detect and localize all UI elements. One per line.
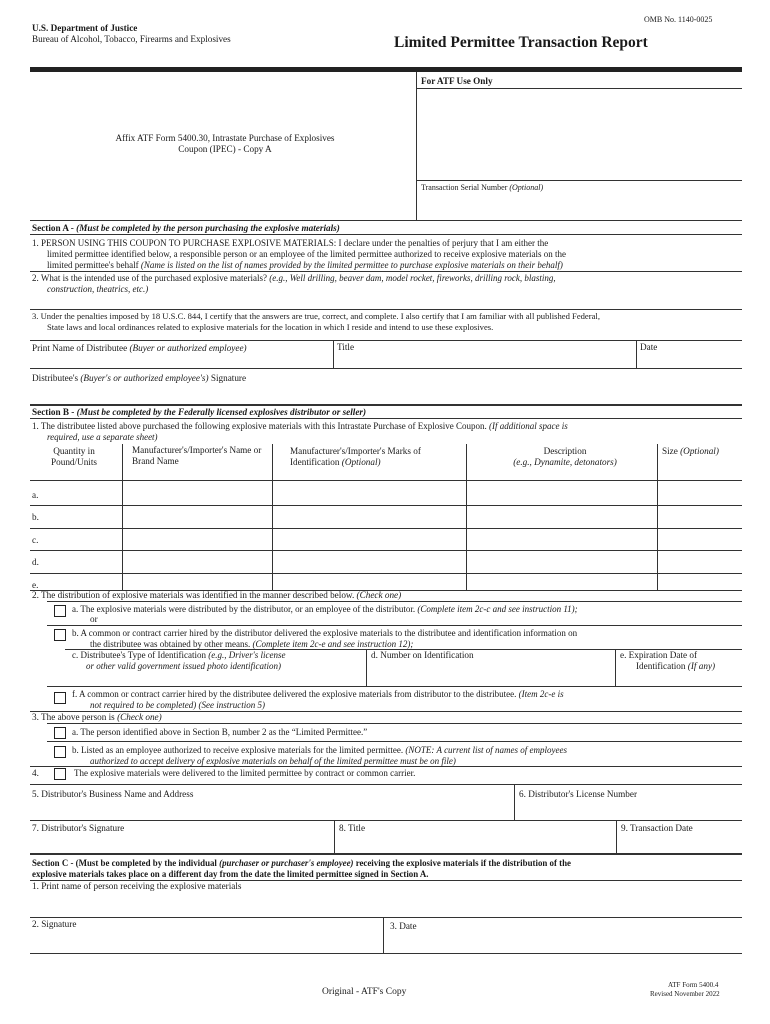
affix-coupon-note: Affix ATF Form 5400.30, Intrastate Purchase of Explosives Coupon (IPEC) - Copy A xyxy=(115,133,335,154)
a-q3-line1: 3. Under the penalties imposed by 18 U.S.C. 844, I certify that the answers are true, correct, and complete. I also certify that I am familiar with all published Federal, xyxy=(32,311,600,321)
serial-number-optional: (Optional) xyxy=(509,183,544,192)
distributor-signature-field[interactable]: 7. Distributor's Signature xyxy=(32,823,125,833)
license-number-field[interactable]: 6. Distributor's License Number xyxy=(519,789,638,799)
distributor-title-field[interactable]: 8. Title xyxy=(339,823,366,833)
header-rule xyxy=(30,67,742,72)
b-q3-label: 3. The above person is (Check one) xyxy=(32,712,162,722)
col-quantity: Quantity in Pound/Units xyxy=(51,446,97,467)
b-q1-line1: 1. The distributee listed above purchased the following explosive materials with this Intrastate Purchase of Explosive Coupon. (If additional space is xyxy=(32,421,568,431)
a-q2-line1: 2. What is the intended use of the purchased explosive materials? (e.g., Well drilling, beaver dam, model rocket, fireworks, drilling rock, blasting, xyxy=(32,273,556,283)
col-description: Description (e.g., Dynamite, detonators) xyxy=(513,446,617,467)
q2c-id-type-field[interactable]: c. Distributee's Type of Identification (e.g., Driver's license or other valid government issued photo identification) xyxy=(72,650,286,671)
q4-text: The explosive materials were delivered to the limited permittee by contract or common carrier. xyxy=(74,768,416,778)
form-title: Limited Permittee Transaction Report xyxy=(394,34,648,51)
q4-checkbox[interactable] xyxy=(54,768,66,780)
q2b-line1: b. A common or contract carrier hired by the distributor delivered the explosive materials to the distributee and identification information on xyxy=(72,628,578,638)
business-name-address-field[interactable]: 5. Distributor's Business Name and Address xyxy=(32,789,194,799)
intended-use-field[interactable] xyxy=(30,295,742,309)
q3b-checkbox[interactable] xyxy=(54,746,66,758)
section-b-heading: Section B - (Must be completed by the Federally licensed explosives distributor or seller) xyxy=(32,407,367,417)
a-q3-line2: State laws and local ordinances related to explosive materials for the location in which I reside and intend to use these explosives. xyxy=(47,322,494,332)
section-a-heading: Section A - (Must be completed by the person purchasing the explosive materials) xyxy=(32,223,340,233)
materials-table xyxy=(30,444,742,590)
omb-number: OMB No. 1140-0025 xyxy=(644,15,713,24)
q2-or: or xyxy=(90,614,98,624)
q2b-checkbox[interactable] xyxy=(54,629,66,641)
q2e-expiration-field[interactable]: e. Expiration Date of Identification (If any) xyxy=(620,650,716,671)
form-number: ATF Form 5400.4 xyxy=(668,981,719,989)
revision-date: Revised November 2022 xyxy=(650,990,720,998)
col-manufacturer-marks: Manufacturer's/Importer's Marks of Identification (Optional) xyxy=(290,446,421,467)
a-q1-line2: limited permittee identified below, a responsible person or an employee of the limited permittee authorized to receive explosive materials on the xyxy=(47,249,566,259)
serial-number-label: Transaction Serial Number xyxy=(421,183,508,192)
print-name-field[interactable]: Print Name of Distributee (Buyer or authorized employee) xyxy=(32,343,247,353)
atf-use-only-label: For ATF Use Only xyxy=(421,76,493,86)
bureau-name: Bureau of Alcohol, Tobacco, Firearms and Explosives xyxy=(32,34,231,44)
a-q1-line1: 1. PERSON USING THIS COUPON TO PURCHASE EXPLOSIVE MATERIALS: I declare under the penalties of perjury that I am either the xyxy=(32,238,549,248)
transaction-date-field[interactable]: 9. Transaction Date xyxy=(621,823,693,833)
receiver-signature-field[interactable]: 2. Signature xyxy=(32,919,77,929)
row-b-label: b. xyxy=(32,512,39,522)
b-q1-line2: required, use a separate sheet) xyxy=(47,432,158,442)
dept-name: U.S. Department of Justice xyxy=(32,23,138,33)
q2b-line2: the distributee was obtained by other means. (Complete item 2c-e and see instruction 12); xyxy=(90,639,414,649)
q3a-text: a. The person identified above in Section B, number 2 as the “Limited Permittee.” xyxy=(72,727,368,737)
q2a-checkbox[interactable] xyxy=(54,605,66,617)
receiver-name-field[interactable]: 1. Print name of person receiving the explosive materials xyxy=(32,881,242,891)
serial-number-field[interactable] xyxy=(421,183,543,193)
date-field[interactable]: Date xyxy=(640,342,658,352)
col-manufacturer-name: Manufacturer's/Importer's Name or Brand Name xyxy=(132,445,262,466)
q2d-id-number-field[interactable]: d. Number on Identification xyxy=(371,650,474,660)
q2f-line1: f. A common or contract carrier hired by the distributee delivered the explosive materials from distributor to the distributee. (Item 2c-e is xyxy=(72,689,564,699)
row-a-label: a. xyxy=(32,490,39,500)
row-d-label: d. xyxy=(32,557,39,567)
copy-designation: Original - ATF's Copy xyxy=(322,987,407,997)
q2f-line2: not required to be completed) (See instruction 5) xyxy=(90,700,266,710)
distributee-signature-field[interactable]: Distributee's (Buyer's or authorized employee's) Signature xyxy=(32,373,247,383)
b-q4-number: 4. xyxy=(32,768,39,778)
a-q1-line3: limited permittee's behalf (Name is listed on the list of names provided by the limited permittee to purchase explosive materials on their behalf) xyxy=(47,260,563,270)
receiver-date-field[interactable]: 3. Date xyxy=(390,921,417,931)
q2f-checkbox[interactable] xyxy=(54,692,66,704)
q3a-checkbox[interactable] xyxy=(54,727,66,739)
col-size: Size (Optional) xyxy=(662,446,719,456)
q3b-line2: authorized to accept delivery of explosive materials on behalf of the limited permittee must be on file) xyxy=(90,756,456,766)
q3b-line1: b. Listed as an employee authorized to receive explosive materials for the limited permittee. (NOTE: A current list of names of employees xyxy=(72,745,567,755)
title-field[interactable]: Title xyxy=(337,342,355,352)
b-q2-label: 2. The distribution of explosive materials was identified in the manner described below. (Check one) xyxy=(32,590,402,600)
section-c-heading-line2: explosive materials takes place on a different day from the date the limited permittee signed in Section A. xyxy=(32,869,429,879)
row-e-label: e. xyxy=(32,580,39,590)
q2a-text: a. The explosive materials were distributed by the distributor, or an employee of the distributor. (Complete item 2c-c and see instruction 11); xyxy=(72,604,578,614)
section-c-heading-line1: Section C - (Must be completed by the individual (purchaser or purchaser's employee) receiving the explosive materials if the distribution of the xyxy=(32,858,571,868)
a-q2-line2: construction, theatrics, etc.) xyxy=(47,284,149,294)
row-c-label: c. xyxy=(32,535,39,545)
